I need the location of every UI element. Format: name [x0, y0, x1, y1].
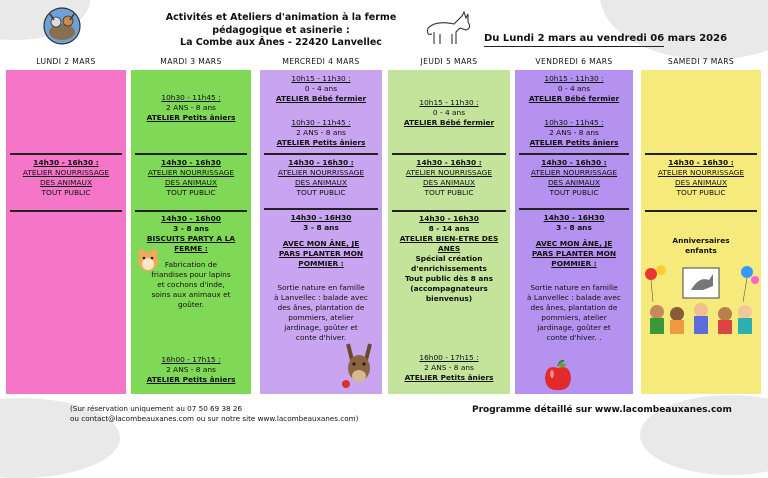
description: à Lanvellec : balade avec	[274, 293, 368, 302]
age: 3 - 8 ans	[303, 223, 339, 232]
age: 2 ANS - 8 ans	[166, 365, 216, 374]
activity-name: ATELIER NOURRISSAGE	[657, 168, 745, 177]
description: Sortie nature en famille	[277, 283, 365, 292]
divider	[519, 153, 629, 155]
time: 14h30 - 16h30	[419, 214, 479, 223]
title-line-1: Activités et Ateliers d'animation à la ferme	[165, 12, 397, 23]
day-label-saturday: SAMEDI 7 MARS	[667, 57, 735, 66]
age: 2 ANS - 8 ans	[296, 128, 346, 137]
time: 16h00 - 17h15 :	[161, 355, 221, 364]
description: et cochons d'inde,	[157, 280, 225, 289]
activity-name: ATELIER Bébé fermier	[528, 94, 620, 103]
wednesday-morning-block	[260, 118, 382, 148]
age: 0 - 4 ans	[304, 84, 338, 93]
time: 10h15 - 11h30 :	[419, 98, 479, 107]
activity-name: ATELIER Petits âniers	[146, 113, 236, 122]
activity-name: ATELIER Petits âniers	[529, 138, 619, 147]
time: 14h30 - 16h30 :	[33, 158, 99, 167]
activity-name: DES ANIMAUX	[422, 178, 476, 187]
description: (accompagnateurs	[410, 284, 488, 293]
activity-name: POMMIER :	[551, 259, 597, 268]
activity-name: AVEC MON ÂNE, JE	[535, 239, 613, 248]
age: 3 - 8 ans	[556, 223, 592, 232]
description: conte d'hiver. .	[546, 333, 602, 342]
time: 14h30 - 16h30 :	[416, 158, 482, 167]
divider	[10, 210, 122, 212]
description: Sortie nature en famille	[530, 283, 618, 292]
age: 8 - 14 ans	[428, 224, 470, 233]
thursday-wellbeing-block	[388, 214, 510, 304]
time: 14h30 - 16H30	[543, 213, 605, 222]
activity-name: AVEC MON ÂNE, JE	[282, 239, 360, 248]
friday-baby-block	[515, 74, 633, 104]
activity-name: ATELIER NOURRISSAGE	[530, 168, 618, 177]
thursday-baby-block	[388, 98, 510, 128]
audience: TOUT PUBLIC	[424, 188, 474, 197]
activity-name: ATELIER NOURRISSAGE	[147, 168, 235, 177]
activity-name: ATELIER NOURRISSAGE	[277, 168, 365, 177]
audience: TOUT PUBLIC	[296, 188, 346, 197]
thursday-feeding-block	[388, 158, 510, 198]
donkey-head-icon	[340, 342, 378, 390]
divider	[135, 153, 247, 155]
description: d'enrichissements	[411, 264, 487, 273]
time: 10h30 - 11h45 :	[291, 118, 351, 127]
time: 14h30 - 16h00	[161, 214, 221, 223]
date-range: Du Lundi 2 mars au vendredi 06 mars 2026	[484, 33, 728, 44]
time: 14h30 - 16h30 :	[288, 158, 354, 167]
age: 0 - 4 ans	[557, 84, 591, 93]
saturday-feeding-block	[641, 158, 761, 198]
saturday-column	[641, 70, 761, 394]
age: 2 ANS - 8 ans	[424, 363, 474, 372]
audience: TOUT PUBLIC	[549, 188, 599, 197]
time: 14h30 - 16h30 :	[541, 158, 607, 167]
activity-name: BISCUITS PARTY A LA	[146, 234, 236, 243]
date-underline	[484, 46, 664, 47]
day-label-thursday: JEUDI 5 MARS	[420, 57, 478, 66]
description: jardinage, goûter et	[284, 323, 358, 332]
saturday-birthday-block	[641, 236, 761, 256]
program-link[interactable]: Programme détaillé sur www.lacombeauxanes.com	[472, 405, 732, 415]
time: 10h30 - 11h45 :	[544, 118, 604, 127]
time: 10h15 - 11h30 :	[544, 74, 604, 83]
activity-name: DES ANIMAUX	[674, 178, 728, 187]
day-label-monday: LUNDI 2 MARS	[36, 57, 96, 66]
activity-name: DES ANIMAUX	[547, 178, 601, 187]
day-label-wednesday: MERCREDI 4 MARS	[282, 57, 360, 66]
wednesday-planting-block	[260, 213, 382, 343]
activity-name: DES ANIMAUX	[164, 178, 218, 187]
hamster-icon	[136, 246, 160, 272]
audience: TOUT PUBLIC	[166, 188, 216, 197]
time: 10h15 - 11h30 :	[291, 74, 351, 83]
activity-name: FERME :	[174, 244, 208, 253]
activity-name: ATELIER Petits âniers	[146, 375, 236, 384]
description: Fabrication de	[164, 260, 218, 269]
description: goûter.	[177, 300, 205, 309]
activity-name: PARS PLANTER MON	[531, 249, 617, 258]
monday-feeding-block	[6, 158, 126, 198]
tuesday-feeding-block	[131, 158, 251, 198]
donkey-sketch-icon	[422, 8, 474, 50]
age: 2 ANS - 8 ans	[166, 103, 216, 112]
divider	[645, 210, 757, 212]
friday-planting-block	[515, 213, 633, 343]
activity-name: ATELIER Bébé fermier	[403, 118, 495, 127]
day-label-tuesday: MARDI 3 MARS	[160, 57, 222, 66]
reservation-line-2: ou contact@lacombeauxanes.com ou sur notre site www.lacombeauxanes.com)	[70, 414, 359, 423]
birthday-party-icon	[643, 262, 759, 336]
activity-name: ATELIER Petits âniers	[276, 138, 366, 147]
wednesday-feeding-block	[260, 158, 382, 198]
description: à Lanvellec : balade avec	[527, 293, 621, 302]
description: des ânes, plantation de	[530, 303, 618, 312]
reservation-line-1: (Sur réservation uniquement au 07 50 69 38 26	[70, 404, 243, 413]
friday-morning-block	[515, 118, 633, 148]
tuesday-afternoon-block	[131, 355, 251, 385]
activity-name: ATELIER NOURRISSAGE	[22, 168, 110, 177]
description: friandises pour lapins	[151, 270, 231, 279]
activity-name: enfants	[685, 246, 717, 255]
description: des ânes, plantation de	[277, 303, 365, 312]
activity-name: POMMIER :	[298, 259, 344, 268]
time: 14h30 - 16h30	[161, 158, 221, 167]
activity-name: PARS PLANTER MON	[278, 249, 364, 258]
audience: TOUT PUBLIC	[41, 188, 91, 197]
divider	[264, 153, 378, 155]
activity-name: DES ANIMAUX	[294, 178, 348, 187]
description: conte d'hiver.	[295, 333, 347, 342]
time: 16h00 - 17h15 :	[419, 353, 479, 362]
activity-name: DES ANIMAUX	[39, 178, 93, 187]
divider	[135, 210, 247, 212]
divider	[519, 208, 629, 210]
divider	[645, 153, 757, 155]
time: 10h30 - 11h45 :	[161, 93, 221, 102]
time: 14h30 - 16h30 :	[668, 158, 734, 167]
divider	[392, 153, 506, 155]
time: 14h30 - 16H30	[290, 213, 352, 222]
description: pommiers, atelier	[541, 313, 607, 322]
thursday-afternoon-block	[388, 353, 510, 383]
bg-blob-top-right	[600, 0, 768, 60]
friday-feeding-block	[515, 158, 633, 198]
description: pommiers, atelier	[288, 313, 354, 322]
audience: TOUT PUBLIC	[676, 188, 726, 197]
activity-name: ATELIER Bébé fermier	[275, 94, 367, 103]
activity-name: ATELIER BIEN-ETRE DES	[399, 234, 499, 243]
divider	[10, 153, 122, 155]
reservation-info	[70, 404, 358, 424]
activity-name: ANES	[437, 244, 461, 253]
activity-name: ATELIER NOURRISSAGE	[405, 168, 493, 177]
page-title	[165, 12, 397, 50]
activity-name: ATELIER Petits âniers	[404, 373, 494, 382]
wednesday-baby-block	[260, 74, 382, 104]
title-line-2: pédagogique et asinerie :	[212, 24, 350, 36]
age: 0 - 4 ans	[432, 108, 466, 117]
age: 3 - 8 ans	[173, 224, 209, 233]
monday-column	[6, 70, 126, 394]
title-line-3: La Combe aux Ânes - 22420 Lanvellec	[180, 37, 382, 48]
description: jardinage, goûter et	[537, 323, 611, 332]
apple-icon	[540, 358, 576, 394]
description: bienvenus)	[425, 294, 473, 303]
farm-logo-icon	[40, 6, 84, 46]
divider	[392, 210, 506, 212]
tuesday-morning-block	[131, 93, 251, 123]
description: Spécial création	[415, 254, 483, 263]
description: soins aux animaux et	[151, 290, 231, 299]
day-label-friday: VENDREDI 6 MARS	[535, 57, 613, 66]
age: 2 ANS - 8 ans	[549, 128, 599, 137]
description: Tout public dès 8 ans	[404, 274, 493, 283]
activity-name: Anniversaires	[672, 236, 730, 245]
divider	[264, 208, 378, 210]
